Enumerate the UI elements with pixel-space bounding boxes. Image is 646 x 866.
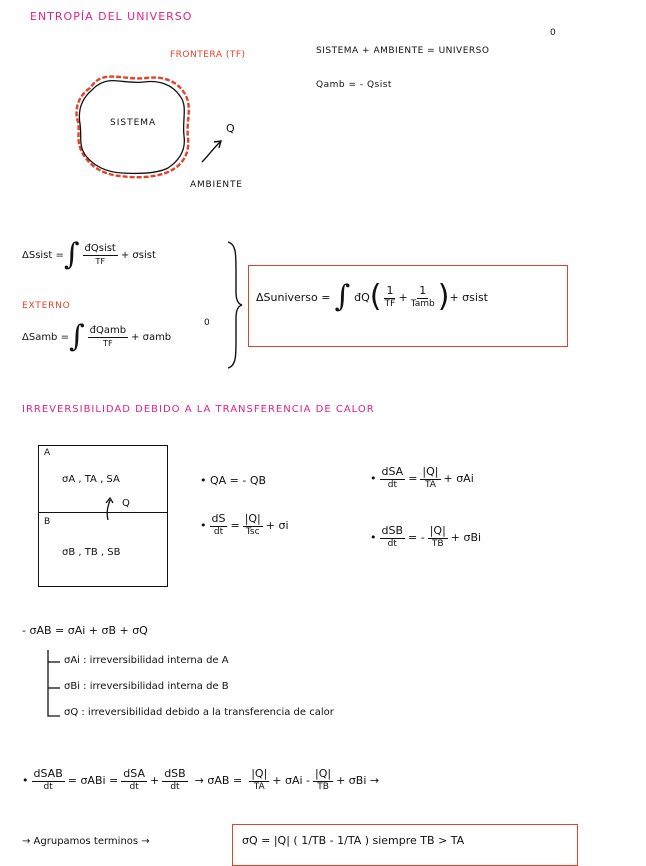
ds-dt-equation	[200, 513, 289, 537]
q-b-num: |Q|	[315, 767, 332, 780]
dsa-eq: =	[408, 471, 418, 485]
grouping-note: → Agrupamos terminos →	[22, 836, 150, 847]
q-a-den: TA	[253, 781, 265, 792]
dsb-equation	[370, 525, 481, 549]
ds-eq: =	[230, 518, 240, 532]
entropy-balance-equation	[22, 768, 379, 792]
universe-dq: đQ	[354, 290, 370, 304]
dsb-q-den: TB	[431, 538, 444, 549]
tail: + σBi →	[336, 773, 380, 787]
dsb-q-num: |Q|	[429, 524, 446, 537]
sigma-ab-equation: - σAB = σAi + σB + σQ	[22, 624, 148, 637]
dsa-den: dt	[129, 781, 139, 792]
universe-equation: SISTEMA + AMBIENTE = UNIVERSO	[316, 46, 490, 56]
eq1: = σABi =	[67, 773, 119, 787]
ds-q-num: |Q|	[244, 512, 261, 525]
list-item: σQ : irreversibilidad debido a la transferencia de calor	[64, 707, 334, 718]
qa-equation: • QA = - QB	[200, 474, 267, 487]
dsa-q-num: |Q|	[422, 465, 439, 478]
delta-s-sist-den: TF	[95, 256, 106, 267]
dsb-num: dSB	[381, 524, 404, 537]
heat-arrow-icon	[200, 136, 230, 166]
bullet: •	[22, 773, 29, 787]
mid: + σAi -	[272, 773, 311, 787]
dsb-eq: = -	[408, 530, 425, 544]
universe-zero-mark: 0	[550, 28, 556, 38]
delta-s-sist-equation	[22, 237, 156, 272]
universe-entropy-equation	[256, 279, 488, 314]
list-item: σAi : irreversibilidad interna de A	[64, 655, 229, 666]
dsa-num: dSA	[381, 465, 404, 478]
dsa-tail: + σAi	[443, 471, 474, 485]
heat-flow-arrow-icon	[96, 496, 120, 522]
right-paren: )	[437, 279, 450, 314]
delta-s-sist-tail: + σsist	[120, 249, 156, 261]
ds-q-den: Tsc	[245, 526, 260, 537]
integral-sign: ∫	[334, 279, 351, 314]
frontier-label: FRONTERA (TF)	[170, 50, 246, 60]
vars-b: σB , TB , SB	[62, 547, 121, 558]
dsab-num: dSAB	[33, 767, 63, 780]
universe-tail: + σsist	[449, 290, 488, 304]
dsb-tail: + σBi	[450, 530, 482, 544]
list-bracket-icon	[44, 648, 64, 720]
environment-label: AMBIENTE	[190, 180, 243, 190]
dsa-den: dt	[387, 479, 397, 490]
ds-tail: + σi	[265, 518, 289, 532]
universe-f2-num: 1	[419, 284, 427, 297]
delta-s-amb-tail: + σamb	[131, 331, 172, 343]
delta-s-amb-den: TF	[102, 338, 113, 349]
heat-q-label: Q	[122, 498, 130, 509]
label-b: B	[44, 517, 51, 527]
heat-label: Q	[226, 122, 235, 135]
q-b-den: TB	[317, 781, 329, 792]
universe-f2-den: Tamb	[410, 298, 435, 309]
delta-s-amb-lhs: ΔSamb =	[22, 331, 69, 343]
ds-den: dt	[213, 526, 224, 537]
dsb-den: dt	[170, 781, 180, 792]
sigma-q-equation: σQ = |Q| ( 1/TB - 1/TA ) siempre TB > TA	[242, 834, 465, 847]
arrow-sigma-ab: → σAB =	[194, 773, 243, 787]
dsb-num: dSB	[164, 767, 186, 780]
bullet: •	[370, 530, 377, 544]
delta-s-amb-num: đQamb	[88, 326, 128, 339]
left-paren: (	[369, 279, 382, 314]
universe-lhs: ΔSuniverso =	[256, 290, 331, 304]
dsa-equation	[370, 466, 474, 490]
right-brace-icon	[226, 240, 244, 370]
delta-s-amb-equation	[22, 319, 172, 354]
dsa-num: dSA	[123, 767, 145, 780]
list-item: σBi : irreversibilidad interna de B	[64, 681, 229, 692]
label-a: A	[44, 448, 51, 458]
system-label: SISTEMA	[110, 118, 157, 128]
dsab-den: dt	[43, 781, 53, 792]
q-amb-equation: Qamb = - Qsist	[316, 80, 392, 90]
page-title: ENTROPÍA DEL UNIVERSO	[30, 10, 193, 23]
externo-label: EXTERNO	[22, 301, 71, 311]
irreversibility-title: IRREVERSIBILIDAD DEBIDO A LA TRANSFERENCIA DE CALOR	[22, 404, 375, 415]
plus: +	[149, 773, 160, 787]
integral-sign: ∫	[68, 319, 85, 354]
bullet: •	[370, 471, 377, 485]
q-a-num: |Q|	[251, 767, 268, 780]
delta-s-amb-zero: 0	[204, 318, 210, 328]
ds-num: dS	[211, 512, 226, 525]
universe-f1-den: TF	[384, 298, 396, 309]
dsb-den: dt	[387, 538, 397, 549]
universe-plus: +	[398, 290, 408, 304]
universe-f1-num: 1	[386, 284, 394, 297]
delta-s-sist-lhs: ΔSsist =	[22, 249, 64, 261]
bullet: •	[200, 518, 207, 532]
delta-s-sist-num: đQsist	[83, 244, 118, 257]
integral-sign: ∫	[63, 237, 80, 272]
dsa-q-den: TA	[424, 479, 436, 490]
vars-a: σA , TA , SA	[62, 474, 120, 485]
